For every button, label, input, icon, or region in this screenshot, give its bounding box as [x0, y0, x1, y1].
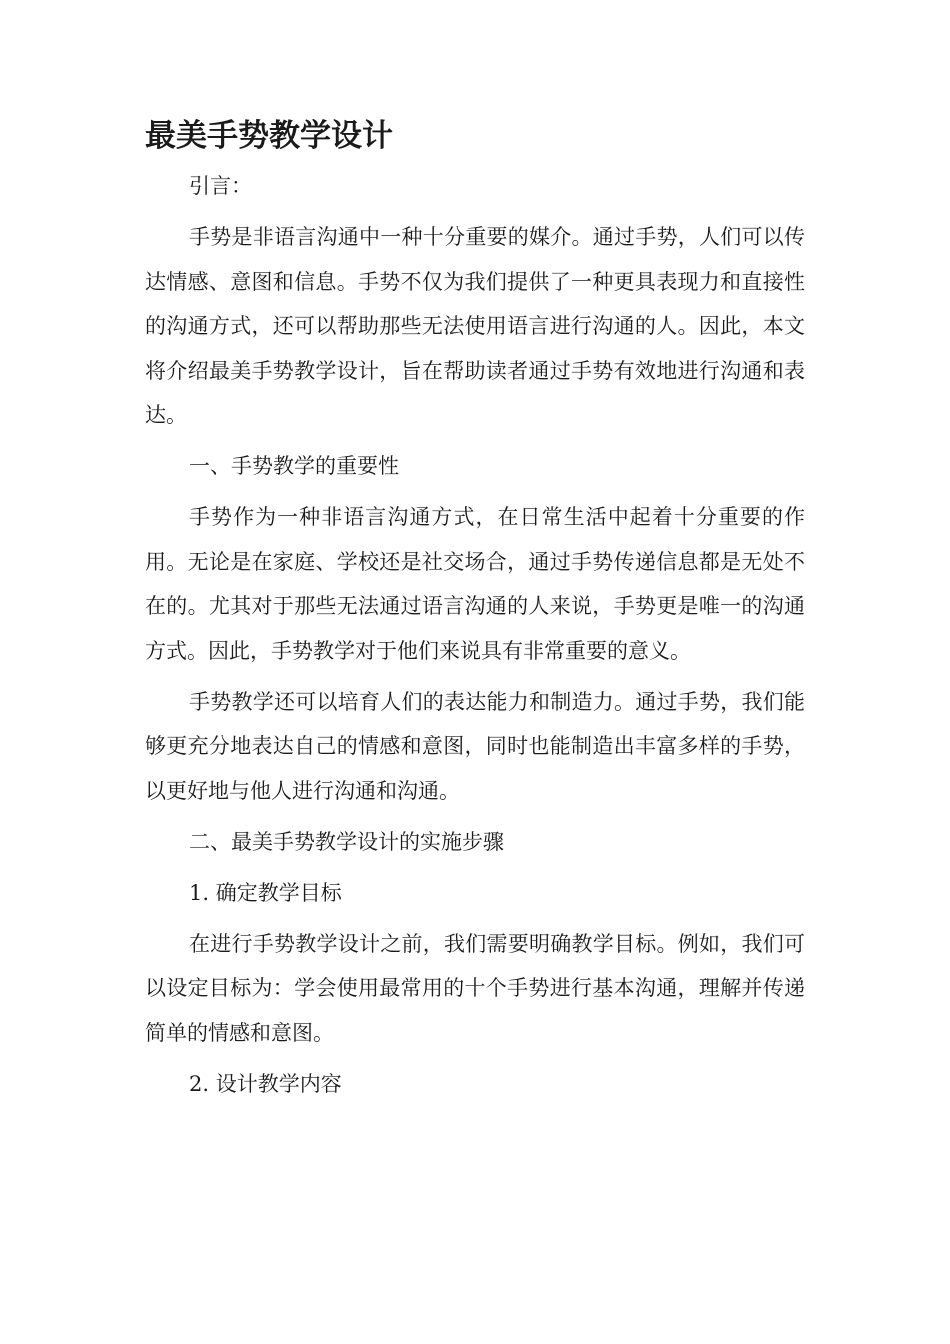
document-body	[145, 164, 805, 1113]
section1-heading: 一、手势教学的重要性	[189, 454, 399, 478]
intro-label: 引言：	[189, 174, 252, 198]
intro-paragraph: 手势是非语言沟通中一种十分重要的媒介。通过手势，人们可以传达情感、意图和信息。手势不仅为我们提供了一种更具表现力和直接性的沟通方式，还可以帮助那些无法使用语言进行沟通的人。因此，本文将介绍最美手势教学设计，旨在帮助读者通过手势有效地进行沟通和表达。	[145, 225, 805, 427]
step1-heading: 1. 确定教学目标	[189, 880, 342, 905]
step1-paragraph: 在进行手势教学设计之前，我们需要明确教学目标。例如，我们可以设定目标为：学会使用最常用的十个手势进行基本沟通，理解并传递简单的情感和意图。	[145, 931, 805, 1045]
step2-heading: 2. 设计教学内容	[189, 1071, 342, 1096]
section1-paragraph-2: 手势教学还可以培育人们的表达能力和制造力。通过手势，我们能够更充分地表达自己的情感和意图，同时也能制造出丰富多样的手势，以更好地与他人进行沟通和沟通。	[145, 689, 805, 803]
section1-paragraph-1: 手势作为一种非语言沟通方式，在日常生活中起着十分重要的作用。无论是在家庭、学校还是社交场合，通过手势传递信息都是无处不在的。尤其对于那些无法通过语言沟通的人来说，手势更是唯一的沟通方式。因此，手势教学对于他们来说具有非常重要的意义。	[145, 505, 805, 663]
section2-heading: 二、最美手势教学设计的实施步骤	[189, 829, 504, 854]
document-title: 最美手势教学设计	[145, 118, 393, 154]
